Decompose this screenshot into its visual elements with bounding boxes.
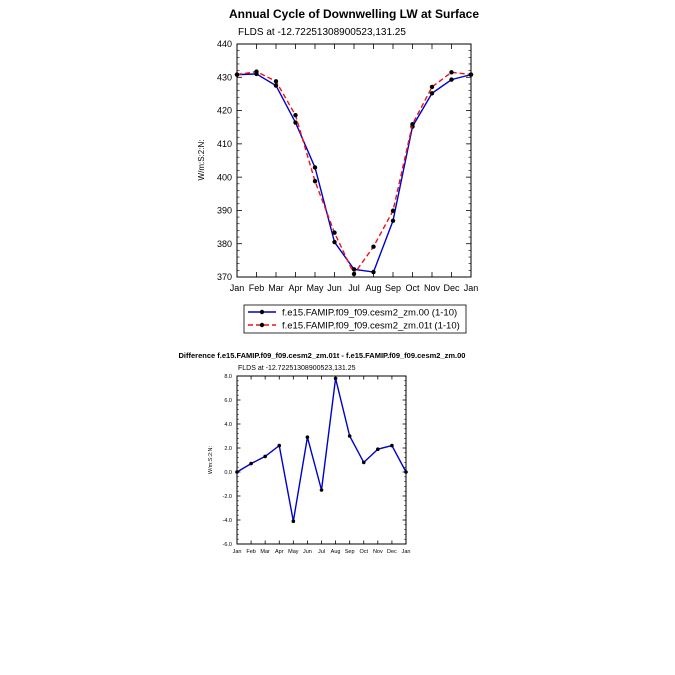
x-tick-label: Oct (359, 549, 369, 555)
series-line-1 (237, 74, 471, 272)
plot-frame (237, 376, 406, 544)
x-tick-label: Mar (260, 549, 270, 555)
series-1-point (449, 77, 453, 81)
x-tick-label: Apr (288, 283, 303, 293)
series-1-point (391, 219, 395, 223)
x-tick-label: Jan (401, 549, 411, 555)
legend (244, 305, 466, 333)
legend-marker-series-2 (260, 323, 264, 327)
x-tick-label: Dec (443, 283, 460, 293)
top-chart-ylabel: W/m:S:2:N: (197, 139, 206, 181)
y-tick-label: 410 (216, 139, 232, 150)
x-tick-label: Aug (365, 283, 382, 293)
y-tick-label: 380 (216, 238, 232, 249)
series-1-point (362, 461, 366, 465)
series-1-point (277, 444, 281, 448)
y-tick-label: 390 (216, 205, 232, 216)
series-line-2 (237, 72, 471, 274)
y-tick-label: 2.0 (224, 445, 232, 452)
x-tick-label: Feb (246, 549, 256, 555)
y-tick-label: 370 (216, 272, 232, 283)
x-tick-label: Aug (330, 549, 341, 555)
series-1-point (320, 488, 324, 492)
bottom-chart-subtitle: FLDS at -12.72251308900523,131.25 (238, 365, 356, 372)
series-1-point (235, 470, 239, 474)
x-tick-label: May (288, 549, 299, 555)
x-tick-label: Mar (268, 283, 284, 293)
series-2-point (410, 122, 414, 126)
series-1-point (249, 462, 253, 466)
series-1-point (376, 447, 380, 451)
x-tick-label: Sep (384, 283, 402, 293)
top-chart-subtitle: FLDS at -12.72251308900523,131.25 (238, 27, 406, 38)
x-tick-label: Dec (387, 549, 397, 555)
series-2-point (332, 231, 336, 235)
bottom-chart-title: Difference f.e15.FAMIP.f09_f09.cesm2_zm.01t - f.e15.FAMIP.f09_f09.cesm2_zm.00 (178, 351, 466, 360)
x-tick-label: Jan (232, 549, 242, 555)
series-2-point (391, 209, 395, 213)
series-1-point (352, 267, 356, 271)
x-tick-label: Jul (317, 549, 326, 555)
legend-label-series-1: f.e15.FAMIP.f09_f09.cesm2_zm.00 (1-10) (282, 307, 458, 319)
bottom-chart (223, 374, 411, 555)
x-tick-label: May (306, 283, 324, 293)
x-tick-label: Jan (229, 283, 245, 293)
y-tick-label: -4.0 (222, 517, 232, 524)
legend-label-series-2: f.e15.FAMIP.f09_f09.cesm2_zm.01t (1-10) (282, 320, 460, 332)
series-1-point (430, 91, 434, 95)
y-tick-label: 420 (216, 105, 232, 116)
series-1-point (334, 377, 338, 381)
x-tick-label: Oct (405, 283, 420, 293)
series-2-point (293, 113, 297, 117)
series-2-point (469, 72, 473, 76)
series-1-point (348, 434, 352, 438)
x-tick-label: Jun (327, 283, 342, 293)
series-2-point (313, 179, 317, 183)
y-tick-label: 440 (216, 39, 232, 50)
y-tick-label: 0.0 (224, 469, 232, 476)
y-tick-label: -6.0 (222, 541, 232, 548)
y-tick-label: 430 (216, 72, 232, 83)
x-tick-label: Sep (344, 549, 355, 555)
series-2-point (449, 70, 453, 74)
x-tick-label: Jun (302, 549, 312, 555)
series-2-point (371, 245, 375, 249)
series-1-point (292, 519, 296, 523)
series-1-point (332, 240, 336, 244)
top-chart-title: Annual Cycle of Downwelling LW at Surface (228, 7, 480, 21)
x-tick-label: Feb (248, 283, 265, 293)
y-tick-label: 400 (216, 172, 232, 183)
y-tick-label: 4.0 (224, 421, 232, 428)
series-1-point (306, 435, 310, 439)
y-tick-label: 8.0 (224, 373, 232, 380)
series-1-point (371, 270, 375, 274)
series-1-point (313, 165, 317, 169)
y-tick-label: -2.0 (222, 493, 232, 500)
x-tick-label: Nov (423, 283, 441, 293)
series-1-point (263, 455, 267, 459)
y-tick-label: 6.0 (224, 397, 232, 404)
series-2-point (254, 69, 258, 73)
series-2-point (235, 72, 239, 76)
series-2-point (352, 272, 356, 276)
x-tick-label: Nov (372, 549, 383, 555)
series-2-point (274, 79, 278, 83)
x-tick-label: Jul (348, 283, 360, 293)
x-tick-label: Jan (463, 283, 479, 293)
series-1-point (404, 470, 408, 474)
bottom-chart-ylabel: W/m:S:2:N: (208, 445, 214, 475)
series-2-point (430, 85, 434, 89)
top-chart (217, 39, 478, 293)
series-1-point (390, 444, 394, 448)
x-tick-label: Apr (274, 549, 284, 555)
legend-marker-series-1 (260, 310, 264, 314)
series-line-1 (237, 378, 406, 521)
